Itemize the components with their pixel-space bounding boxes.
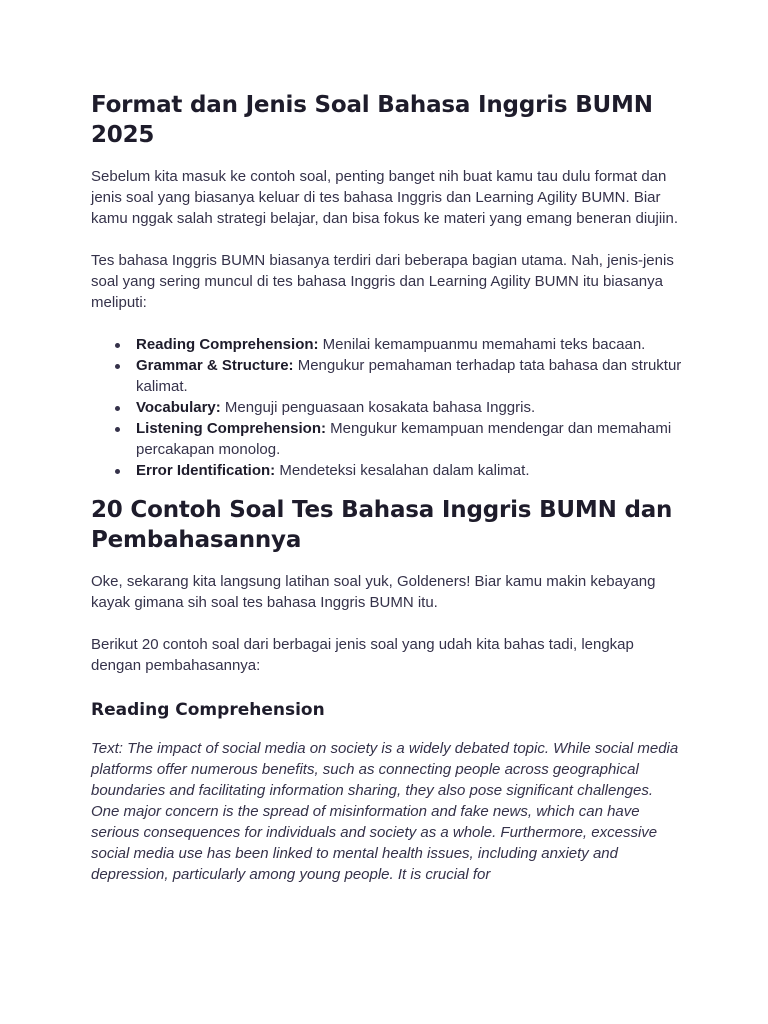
section-heading-examples: 20 Contoh Soal Tes Bahasa Inggris BUMN dan Pembahasannya — [91, 497, 673, 553]
intro-paragraph: Sebelum kita masuk ke contoh soal, penting banget nih buat kamu tau dulu format dan jenis soal yang biasanya keluar di tes bahasa Inggris dan Learning Agility BUMN. Biar kamu nggak salah strategi belajar, dan bisa fokus ke materi yang emang beneran diujiin. — [91, 168, 679, 227]
list-item-desc: Mengukur kemampuan mendengar dan memahami percakapan monolog. — [136, 420, 672, 458]
test-parts-paragraph: Tes bahasa Inggris BUMN biasanya terdiri dari beberapa bagian utama. Nah, jenis-jenis soal yang sering muncul di tes bahasa Inggris dan Learning Agility BUMN itu biasanya meliputi: — [91, 252, 674, 311]
list-item-term: Vocabulary: — [136, 399, 221, 416]
list-item — [136, 460, 683, 481]
list-item — [136, 418, 683, 460]
list-item-desc: Menguji penguasaan kosakata bahasa Inggris. — [220, 399, 536, 416]
list-item — [136, 355, 683, 397]
question-type-list — [91, 334, 683, 481]
list-item-desc: Menilai kemampuanmu memahami teks bacaan. — [318, 336, 646, 353]
list-item-term: Error Identification: — [136, 462, 276, 479]
article-body — [91, 90, 683, 885]
practice-intro-paragraph: Oke, sekarang kita langsung latihan soal yuk, Goldeners! Biar kamu makin kebayang kayak gimana sih soal tes bahasa Inggris BUMN itu. — [91, 573, 656, 611]
section-heading-format: Format dan Jenis Soal Bahasa Inggris BUMN 2025 — [91, 92, 653, 148]
list-item-term: Reading Comprehension: — [136, 336, 319, 353]
list-item-desc: Mendeteksi kesalahan dalam kalimat. — [275, 462, 530, 479]
list-item — [136, 334, 683, 355]
list-item-term: Grammar & Structure: — [136, 357, 294, 374]
list-item-desc: Mengukur pemahaman terhadap tata bahasa dan struktur kalimat. — [136, 357, 682, 395]
subheading-reading-comprehension: Reading Comprehension — [91, 700, 325, 720]
list-item — [136, 397, 683, 418]
list-item-term: Listening Comprehension: — [136, 420, 327, 437]
reading-passage: Text: The impact of social media on society is a widely debated topic. While social media platforms offer numerous benefits, such as connecting people across geographical boundaries and facilitating information sharing, they also pose significant challenges. One major concern is the spread of misinformation and fake news, which can have serious consequences for individuals and society as a whole. Furthermore, excessive social media use has been linked to mental health issues, including anxiety and depression, particularly among young people. It is crucial for — [91, 740, 679, 883]
examples-intro-paragraph: Berikut 20 contoh soal dari berbagai jenis soal yang udah kita bahas tadi, lengkap dengan pembahasannya: — [91, 636, 634, 674]
